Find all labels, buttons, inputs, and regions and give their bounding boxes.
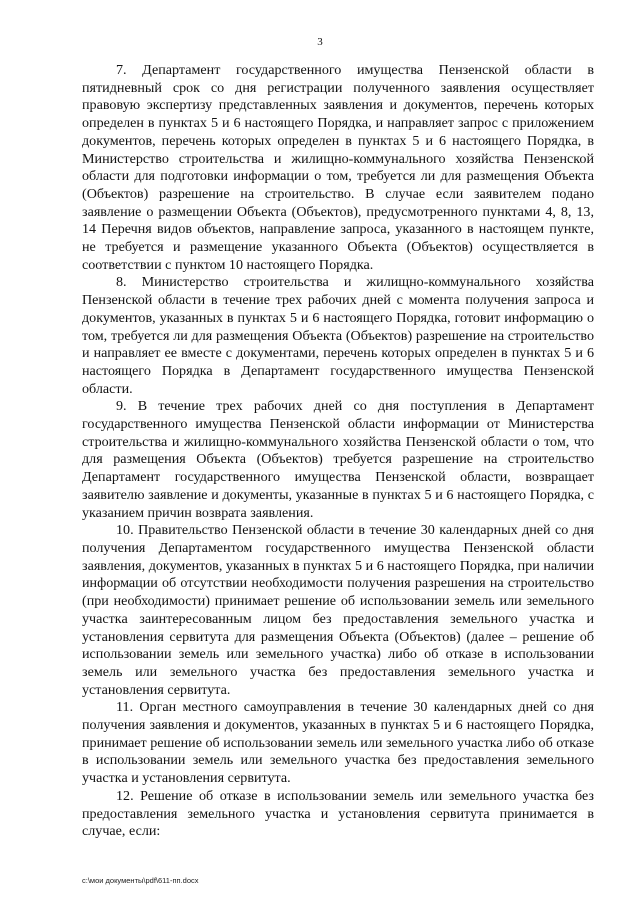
paragraph-10: 10. Правительство Пензенской области в течение 30 календарных дней со дня получения Департаментом государственного имущества Пензенской области заявления, документов, указанных в пунктах 5 и 6 настоящего Порядка, при наличии информации об отсутствии необходимости получения разрешения на строительство (при необходимости) принимает решение об использовании земель или земельного участка заинтересованным лицом без предоставления земельного участка и установления сервитута для размещения Объекта (Объектов) (далее – решение об использовании земель или земельного участка) либо об отказе в использовании земель или земельного участка без предоставления земельного участка и установления сервитута. <box>82 522 594 698</box>
document-body <box>82 62 594 841</box>
paragraph-9: 9. В течение трех рабочих дней со дня поступления в Департамент государственного имущества Пензенской области информации от Министерства строительства и жилищно-коммунального хозяйства Пензенской области о том, что для размещения Объекта (Объектов) требуется разрешение на строительство Департамент государственного имущества Пензенской области, возвращает заявителю заявление и документы, указанные в пунктах 5 и 6 настоящего Порядка, с указанием причин возврата заявления. <box>82 398 594 521</box>
paragraph-11: 11. Орган местного самоуправления в течение 30 календарных дней со дня получения заявления и документов, указанных в пунктах 5 и 6 настоящего Порядка, принимает решение об использовании земель или земельного участка либо об отказе в использовании земель или земельного участка без предоставления земельного участка и установления сервитута. <box>82 699 594 787</box>
paragraph-12: 12. Решение об отказе в использовании земель или земельного участка без предоставления земельного участка и установления сервитута принимается в случае, если: <box>82 787 594 840</box>
file-path-footer: c:\мои документы\pdf\611-пп.docx <box>82 876 199 885</box>
page-number: 3 <box>317 36 323 48</box>
paragraph-7: 7. Департамент государственного имущества Пензенской области в пятидневный срок со дня регистрации полученного заявления осуществляет правовую экспертизу представленных заявления и документов, перечень которых определен в пунктах 5 и 6 настоящего Порядка, и направляет запрос с приложением документов, перечень которых определен в пунктах 5 и 6 настоящего Порядка, в Министерство строительства и жилищно-коммунального хозяйства Пензенской области для подготовки информации о том, требуется ли для размещения Объекта (Объектов) разрешение на строительство. В случае если заявителем подано заявление о размещении Объекта (Объектов), предусмотренного пунктами 4, 8, 13, 14 Перечня видов объектов, направление запроса, указанного в настоящем пункте, не требуется и размещение указанного Объекта (Объектов) осуществляется в соответствии с пунктом 10 настоящего Порядка. <box>82 62 594 273</box>
paragraph-8: 8. Министерство строительства и жилищно-коммунального хозяйства Пензенской области в течение трех рабочих дней с момента получения запроса и документов, указанных в пунктах 5 и 6 настоящего Порядка, готовит информацию о том, требуется ли для размещения Объекта (Объектов) разрешение на строительство и направляет ее вместе с документами, перечень которых определен в пунктах 5 и 6 настоящего Порядка в Департамент государственного имущества Пензенской области. <box>82 274 594 397</box>
